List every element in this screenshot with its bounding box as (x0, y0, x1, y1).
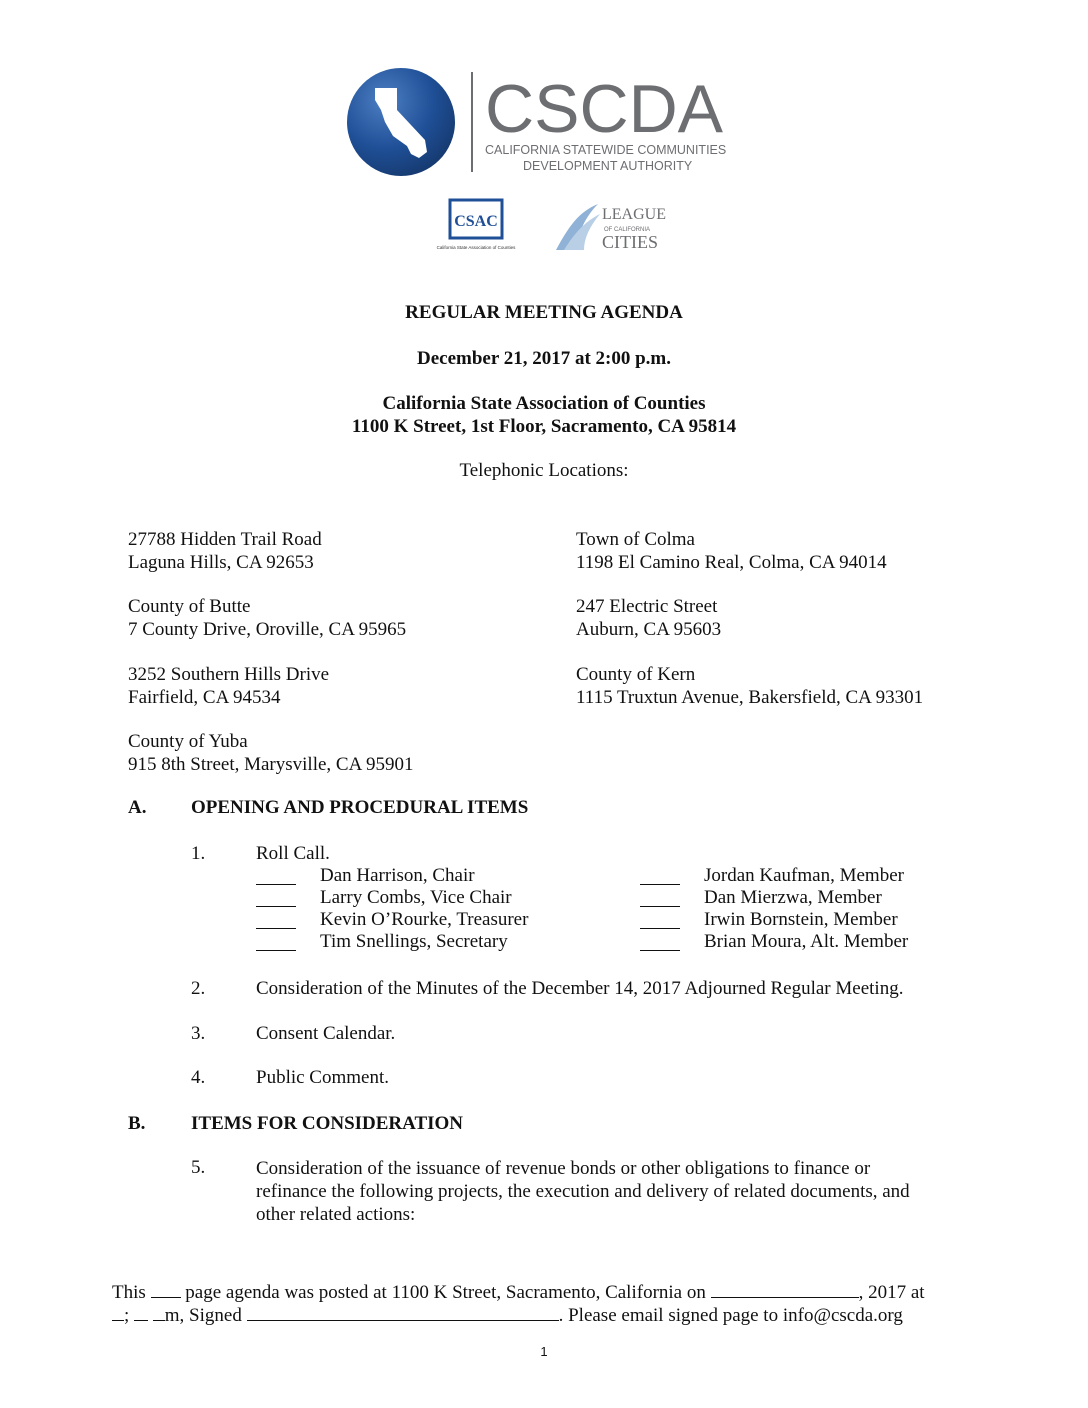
agenda-item-number: 5. (191, 1157, 206, 1178)
telephonic-label: Telephonic Locations: (459, 460, 629, 481)
league-of-california: OF CALIFORNIA (604, 227, 651, 233)
page-count-blank[interactable] (151, 1281, 181, 1298)
agenda-item-number: 2. (191, 978, 206, 999)
logo-subtitle-2: DEVELOPMENT AUTHORITY (523, 159, 693, 173)
csac-caption: California State Association of Counties (436, 245, 516, 250)
location-right-3: County of Kern 1115 Truxtun Avenue, Bakersfield, CA 93301 (576, 664, 924, 708)
csac-logo-text: CSAC (454, 213, 498, 230)
ampm-blank[interactable] (153, 1304, 165, 1321)
agenda-item-number: 4. (191, 1067, 206, 1088)
logo-subtitle-1: CALIFORNIA STATEWIDE COMMUNITIES (485, 143, 727, 157)
venue-address: 1100 K Street, 1st Floor, Sacramento, CA 95814 (351, 416, 737, 437)
meeting-date: December 21, 2017 at 2:00 p.m. (417, 348, 671, 369)
time-minute-blank[interactable] (134, 1304, 148, 1321)
location-left-2: County of Butte 7 County Drive, Oroville, CA 95965 (128, 596, 407, 640)
venue-name: California State Association of Counties (382, 393, 706, 414)
roll-call-member: Dan Harrison, Chair (320, 865, 475, 886)
roll-call-label: Roll Call. (256, 843, 330, 864)
posted-date-blank[interactable] (711, 1281, 859, 1298)
agenda-item-text: Public Comment. (256, 1067, 389, 1088)
location-left-4: County of Yuba 915 8th Street, Marysville, CA 95901 (128, 731, 414, 775)
section-b-letter: B. (128, 1113, 146, 1134)
roll-call-member: Dan Mierzwa, Member (704, 887, 882, 908)
league-word: LEAGUE (602, 206, 666, 223)
posting-certification: This page agenda was posted at 1100 K Street, Sacramento, California on , 2017 at ; m, Signed . Please email signed page to info@cscda.org (112, 1282, 925, 1326)
partner-logos (418, 198, 678, 254)
section-a-title: OPENING AND PROCEDURAL ITEMS (191, 797, 529, 818)
roll-call-checkbox-blank[interactable] (256, 866, 296, 885)
cscda-logo (345, 66, 745, 178)
time-hour-blank[interactable] (112, 1304, 124, 1321)
logo-wordmark: CSCDA (485, 71, 724, 147)
league-cities: CITIES (602, 232, 658, 252)
agenda-title: REGULAR MEETING AGENDA (405, 302, 683, 323)
agenda-item-text: Consideration of the Minutes of the December 14, 2017 Adjourned Regular Meeting. (256, 978, 904, 999)
section-a-letter: A. (128, 797, 147, 818)
location-right-1: Town of Colma 1198 El Camino Real, Colma, CA 94014 (576, 529, 887, 573)
roll-call-checkbox-blank[interactable] (256, 932, 296, 951)
agenda-item-number: 3. (191, 1023, 206, 1044)
location-left-3: 3252 Southern Hills Drive Fairfield, CA 94534 (128, 664, 330, 708)
location-right-2: 247 Electric Street Auburn, CA 95603 (576, 596, 722, 640)
roll-call-checkbox-blank[interactable] (256, 910, 296, 929)
roll-call-member: Brian Moura, Alt. Member (704, 931, 909, 952)
roll-call-checkbox-blank[interactable] (256, 888, 296, 907)
section-b-title: ITEMS FOR CONSIDERATION (191, 1113, 464, 1134)
agenda-item-5-text: Consideration of the issuance of revenue bonds or other obligations to finance or refinance the following projects, the execution and delivery of related documents, and other related actions: (256, 1158, 910, 1225)
page-number: 1 (540, 1344, 548, 1359)
roll-call-checkbox-blank[interactable] (640, 910, 680, 929)
roll-call-member: Jordan Kaufman, Member (704, 865, 904, 886)
roll-call-checkbox-blank[interactable] (640, 866, 680, 885)
location-left-1: 27788 Hidden Trail Road Laguna Hills, CA 92653 (128, 529, 322, 573)
agenda-item-text: Consent Calendar. (256, 1023, 396, 1044)
roll-call-member: Tim Snellings, Secretary (320, 931, 508, 952)
roll-call-member: Kevin O’Rourke, Treasurer (320, 909, 529, 930)
roll-call-member: Larry Combs, Vice Chair (320, 887, 512, 908)
roll-call-number: 1. (191, 843, 206, 864)
signature-blank[interactable] (247, 1304, 559, 1321)
roll-call-checkbox-blank[interactable] (640, 888, 680, 907)
roll-call-member: Irwin Bornstein, Member (704, 909, 898, 930)
roll-call-checkbox-blank[interactable] (640, 932, 680, 951)
